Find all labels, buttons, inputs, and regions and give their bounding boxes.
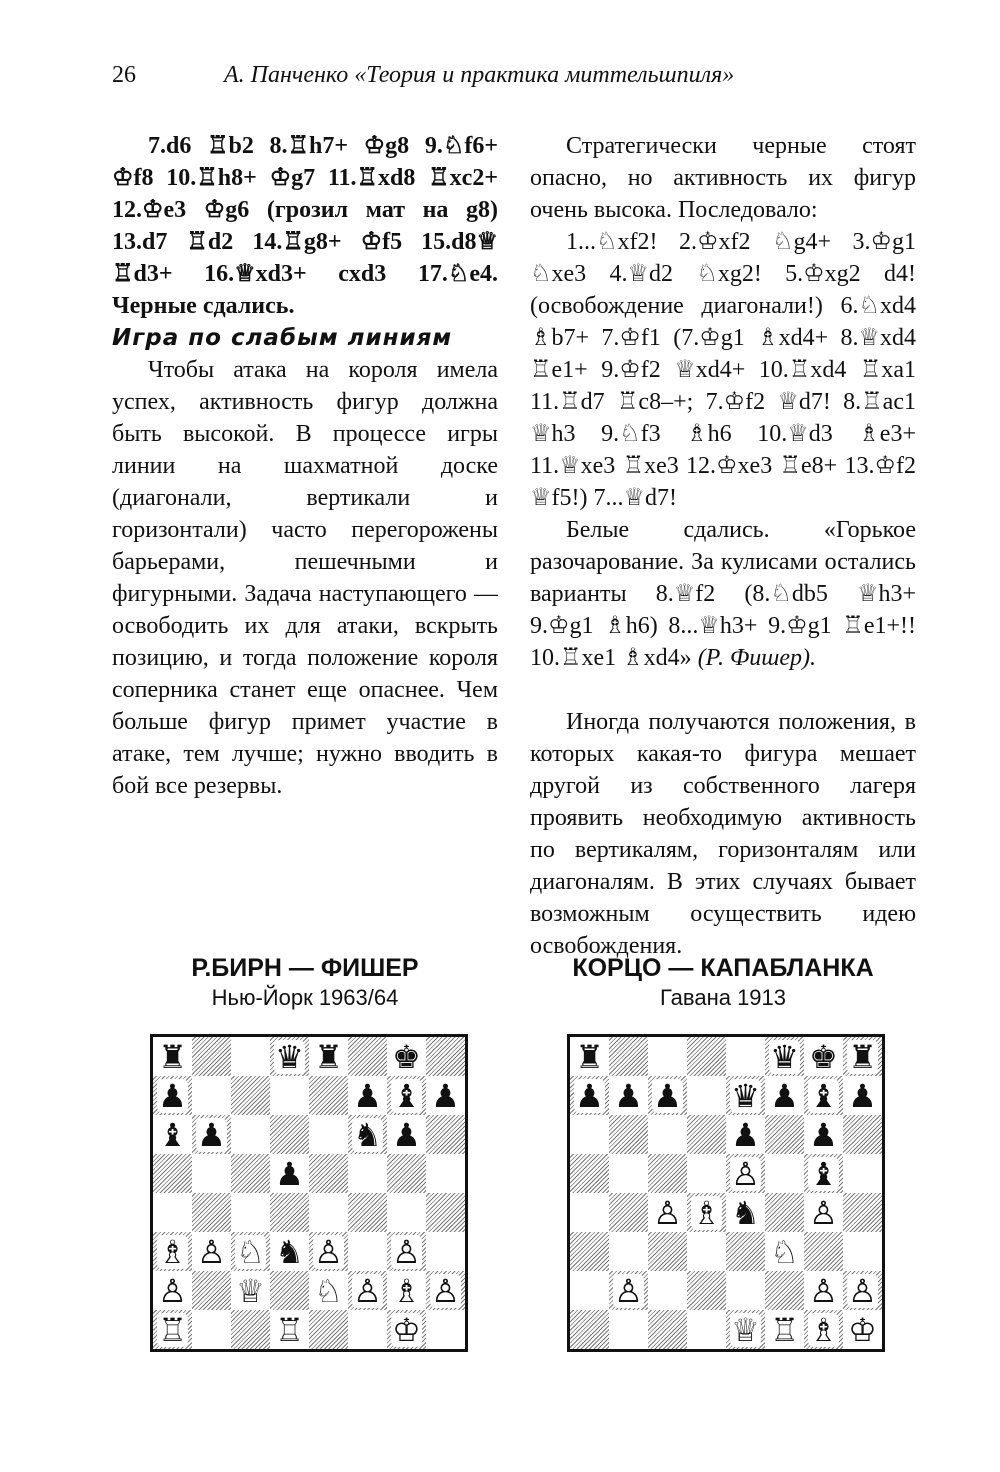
chess-piece-icon: ♙ [809,1193,838,1232]
board-square [387,1115,426,1154]
chess-piece-icon: ♙ [653,1193,682,1232]
chess-piece-icon: ♝ [809,1154,838,1193]
chess-piece-icon: ♟ [848,1076,877,1115]
board-square [687,1037,726,1076]
board-square [570,1154,609,1193]
board-square [726,1154,765,1193]
board-square [843,1271,882,1310]
chess-piece-icon: ♛ [770,1037,799,1076]
event-line: Гавана 1913 [659,985,787,1010]
board-square [192,1310,231,1349]
left-column [112,130,498,802]
board-square [426,1271,465,1310]
chess-piece-icon: ♜ [575,1037,604,1076]
chess-piece-icon: ♛ [275,1037,304,1076]
board-square [609,1310,648,1349]
chess-piece-icon: ♚ [809,1037,838,1076]
board-square [687,1115,726,1154]
board-square [192,1232,231,1271]
closing-paragraph: Иногда получаются положения, в которых какая-то фигура мешает другой из собственного лагеря проявить необходимую активность по вертикалям, горизонталям или диагоналям. В этих случаях бывает возможным осуществить идею освобождения. [530,709,916,959]
chess-piece-icon: ♗ [809,1310,838,1349]
chess-piece-icon: ♟ [431,1076,460,1115]
commentary-paragraph [530,514,916,674]
board-square [348,1271,387,1310]
board-grid [570,1037,882,1349]
chess-piece-icon: ♕ [236,1271,265,1310]
moves-paragraph: 7.d6 ♖b2 8.♖h7+ ♔g8 9.♘f6+ ♔f8 10.♖h8+ ♔g7 11.♖xd8 ♖xc2+ 12.♔e3 ♔g6 (грозил мат на g8) 13.d7 ♖d2 14.♖g8+ ♔f5 15.d8♕ ♖d3+ 16.♕xd3+ cxd3 17.♘e4. Черные сдались. [112,133,498,319]
board-square [609,1271,648,1310]
board-square [609,1115,648,1154]
board-square [843,1310,882,1349]
board-square [765,1271,804,1310]
board-square [765,1154,804,1193]
board-square [609,1076,648,1115]
board-square [309,1076,348,1115]
board-square [804,1154,843,1193]
board-square [843,1076,882,1115]
chess-piece-icon: ♟ [575,1076,604,1115]
chess-piece-icon: ♞ [731,1193,760,1232]
board-square [765,1310,804,1349]
chess-piece-icon: ♙ [392,1232,421,1271]
board-square [843,1193,882,1232]
running-title: А. Панченко «Теория и практика миттельшпиля» [224,62,735,88]
board-square [270,1271,309,1310]
board-square [387,1310,426,1349]
board-square [348,1310,387,1349]
board-square [153,1154,192,1193]
board-square [570,1310,609,1349]
chess-piece-icon: ♟ [809,1115,838,1154]
chess-piece-icon: ♕ [731,1310,760,1349]
chess-piece-icon: ♙ [353,1271,382,1310]
board-square [804,1037,843,1076]
commentary-text: Белые сдались. «Горькое разочарование. За кулисами остались варианты 8.♕f2 (8.♘db5 ♕h3+ 9.♔g1 ♗h6) 8...♕h3+ 9.♔g1 ♖e1+!! 10.♖xe1 ♗xd4» [530,517,916,671]
section-heading: Игра по слабым линиям [112,325,453,351]
players-title: КОРЦО — КАПАБЛАНКА [572,954,874,982]
board-square [843,1154,882,1193]
chess-piece-icon: ♟ [392,1115,421,1154]
board-square [387,1076,426,1115]
chess-piece-icon: ♙ [731,1154,760,1193]
board-square [153,1037,192,1076]
game-caption-right [530,952,916,1012]
board-square [348,1193,387,1232]
board-square [804,1232,843,1271]
board-square [843,1037,882,1076]
board-square [270,1310,309,1349]
board-square [843,1232,882,1271]
chess-piece-icon: ♙ [614,1271,643,1310]
chess-piece-icon: ♟ [770,1076,799,1115]
board-square [609,1037,648,1076]
chess-piece-icon: ♗ [158,1232,187,1271]
board-square [570,1271,609,1310]
board-square [687,1193,726,1232]
board-square [804,1271,843,1310]
board-square [765,1232,804,1271]
intro-paragraph: Стратегически черные стоят опасно, но активность их фигур очень высока. Последовало: [530,133,916,223]
board-square [387,1232,426,1271]
chess-piece-icon: ♙ [158,1271,187,1310]
chess-piece-icon: ♟ [731,1115,760,1154]
board-square [609,1193,648,1232]
board-square [804,1076,843,1115]
body-paragraph: Чтобы атака на короля имела успех, активность фигур должна быть высокой. В процессе игры линии на шахматной доске (диагонали, вертикали и горизонтали) часто перегорожены барьерами, пешечными и фигурными. Задача наступающего — освободить их для атаки, вскрыть позицию, и тогда положение короля соперника станет еще опаснее. Чем больше фигур примет участие в атаке, тем лучше; нужно вводить в бой все резервы. [112,357,498,799]
chess-piece-icon: ♟ [353,1076,382,1115]
chess-piece-icon: ♙ [809,1271,838,1310]
board-square [609,1232,648,1271]
board-square [348,1154,387,1193]
board-square [192,1115,231,1154]
board-square [387,1037,426,1076]
board-square [231,1310,270,1349]
board-square [348,1115,387,1154]
board-square [648,1115,687,1154]
board-square [570,1115,609,1154]
board-square [687,1076,726,1115]
chess-piece-icon: ♟ [275,1154,304,1193]
chess-piece-icon: ♞ [275,1232,304,1271]
board-square [648,1271,687,1310]
board-square [687,1271,726,1310]
board-square [570,1076,609,1115]
chess-piece-icon: ♘ [314,1271,343,1310]
right-column [530,130,916,962]
chess-piece-icon: ♖ [770,1310,799,1349]
players-title: Р.БИРН — ФИШЕР [191,954,419,982]
board-square [726,1076,765,1115]
board-square [765,1115,804,1154]
chess-piece-icon: ♘ [236,1232,265,1271]
board-square [348,1037,387,1076]
chess-diagram-right [567,1034,885,1352]
board-square [231,1115,270,1154]
board-square [192,1076,231,1115]
board-square [192,1193,231,1232]
board-square [726,1115,765,1154]
chess-piece-icon: ♜ [314,1037,343,1076]
board-square [648,1232,687,1271]
chess-piece-icon: ♟ [653,1076,682,1115]
board-square [309,1037,348,1076]
chess-piece-icon: ♖ [275,1310,304,1349]
board-square [192,1037,231,1076]
chess-piece-icon: ♟ [158,1076,187,1115]
chess-piece-icon: ♔ [848,1310,877,1349]
board-square [648,1193,687,1232]
board-square [726,1271,765,1310]
chess-piece-icon: ♟ [614,1076,643,1115]
board-square [387,1154,426,1193]
board-square [192,1271,231,1310]
chess-piece-icon: ♚ [392,1037,421,1076]
board-square [843,1115,882,1154]
board-square [309,1115,348,1154]
board-square [426,1154,465,1193]
board-square [348,1232,387,1271]
board-square [348,1076,387,1115]
board-square [231,1154,270,1193]
board-square [687,1310,726,1349]
chess-piece-icon: ♙ [314,1232,343,1271]
chess-piece-icon: ♔ [392,1310,421,1349]
board-square [426,1232,465,1271]
board-square [570,1193,609,1232]
board-square [426,1310,465,1349]
chess-piece-icon: ♛ [731,1076,760,1115]
board-square [648,1037,687,1076]
board-square [270,1154,309,1193]
commentary-attribution: (Р. Фишер). [697,645,816,671]
board-square [726,1193,765,1232]
event-line: Нью-Йорк 1963/64 [211,985,399,1010]
chess-diagram-left [150,1034,468,1352]
board-square [231,1193,270,1232]
chess-piece-icon: ♗ [692,1193,721,1232]
board-square [648,1076,687,1115]
board-square [231,1037,270,1076]
chess-piece-icon: ♞ [353,1115,382,1154]
board-square [765,1037,804,1076]
board-square [153,1271,192,1310]
chess-piece-icon: ♗ [392,1271,421,1310]
chess-piece-icon: ♙ [848,1271,877,1310]
chess-piece-icon: ♝ [158,1115,187,1154]
board-square [270,1232,309,1271]
game-caption-left [112,952,498,1012]
chess-piece-icon: ♜ [158,1037,187,1076]
board-square [648,1154,687,1193]
board-square [687,1232,726,1271]
board-square [309,1232,348,1271]
board-square [192,1154,231,1193]
board-square [426,1193,465,1232]
board-square [726,1232,765,1271]
board-square [270,1193,309,1232]
board-square [309,1271,348,1310]
board-square [687,1154,726,1193]
board-square [726,1037,765,1076]
board-square [648,1310,687,1349]
board-square [309,1310,348,1349]
chess-piece-icon: ♖ [158,1310,187,1349]
chess-piece-icon: ♝ [392,1076,421,1115]
board-square [570,1232,609,1271]
page-number: 26 [112,62,136,88]
board-square [426,1037,465,1076]
chess-piece-icon: ♟ [197,1115,226,1154]
board-square [387,1193,426,1232]
board-square [153,1193,192,1232]
board-square [765,1076,804,1115]
board-square [426,1115,465,1154]
game-moves-paragraph: 1...♘xf2! 2.♔xf2 ♘g4+ 3.♔g1 ♘xe3 4.♕d2 ♘xg2! 5.♔xg2 d4! (освобождение диагонали!) 6.♘xd4 ♗b7+ 7.♔f1 (7.♔g1 ♗xd4+ 8.♕xd4 ♖e1+ 9.♔f2 ♕xd4+ 10.♖xd4 ♖xa1 11.♖d7 ♖c8–+; 7.♔f2 ♕d7! 8.♖ac1 ♕h3 9.♘f3 ♗h6 10.♕d3 ♗e3+ 11.♕xe3 ♖xe3 12.♔xe3 ♖e8+ 13.♔f2 ♕f5!) 7...♕d7! [530,229,916,511]
board-square [726,1310,765,1349]
board-square [231,1076,270,1115]
board-square [231,1232,270,1271]
chess-piece-icon: ♙ [431,1271,460,1310]
board-square [270,1115,309,1154]
chess-piece-icon: ♘ [770,1232,799,1271]
board-square [804,1115,843,1154]
board-square [765,1193,804,1232]
board-square [270,1037,309,1076]
board-square [804,1310,843,1349]
board-square [570,1037,609,1076]
board-square [153,1115,192,1154]
board-square [153,1310,192,1349]
board-square [270,1076,309,1115]
board-square [309,1193,348,1232]
board-square [426,1076,465,1115]
board-square [609,1154,648,1193]
chess-piece-icon: ♙ [197,1232,226,1271]
board-square [804,1193,843,1232]
chess-piece-icon: ♜ [848,1037,877,1076]
board-grid [153,1037,465,1349]
page-header [112,62,912,96]
chess-piece-icon: ♝ [809,1076,838,1115]
board-square [153,1232,192,1271]
board-square [387,1271,426,1310]
board-square [153,1076,192,1115]
board-square [309,1154,348,1193]
board-square [231,1271,270,1310]
